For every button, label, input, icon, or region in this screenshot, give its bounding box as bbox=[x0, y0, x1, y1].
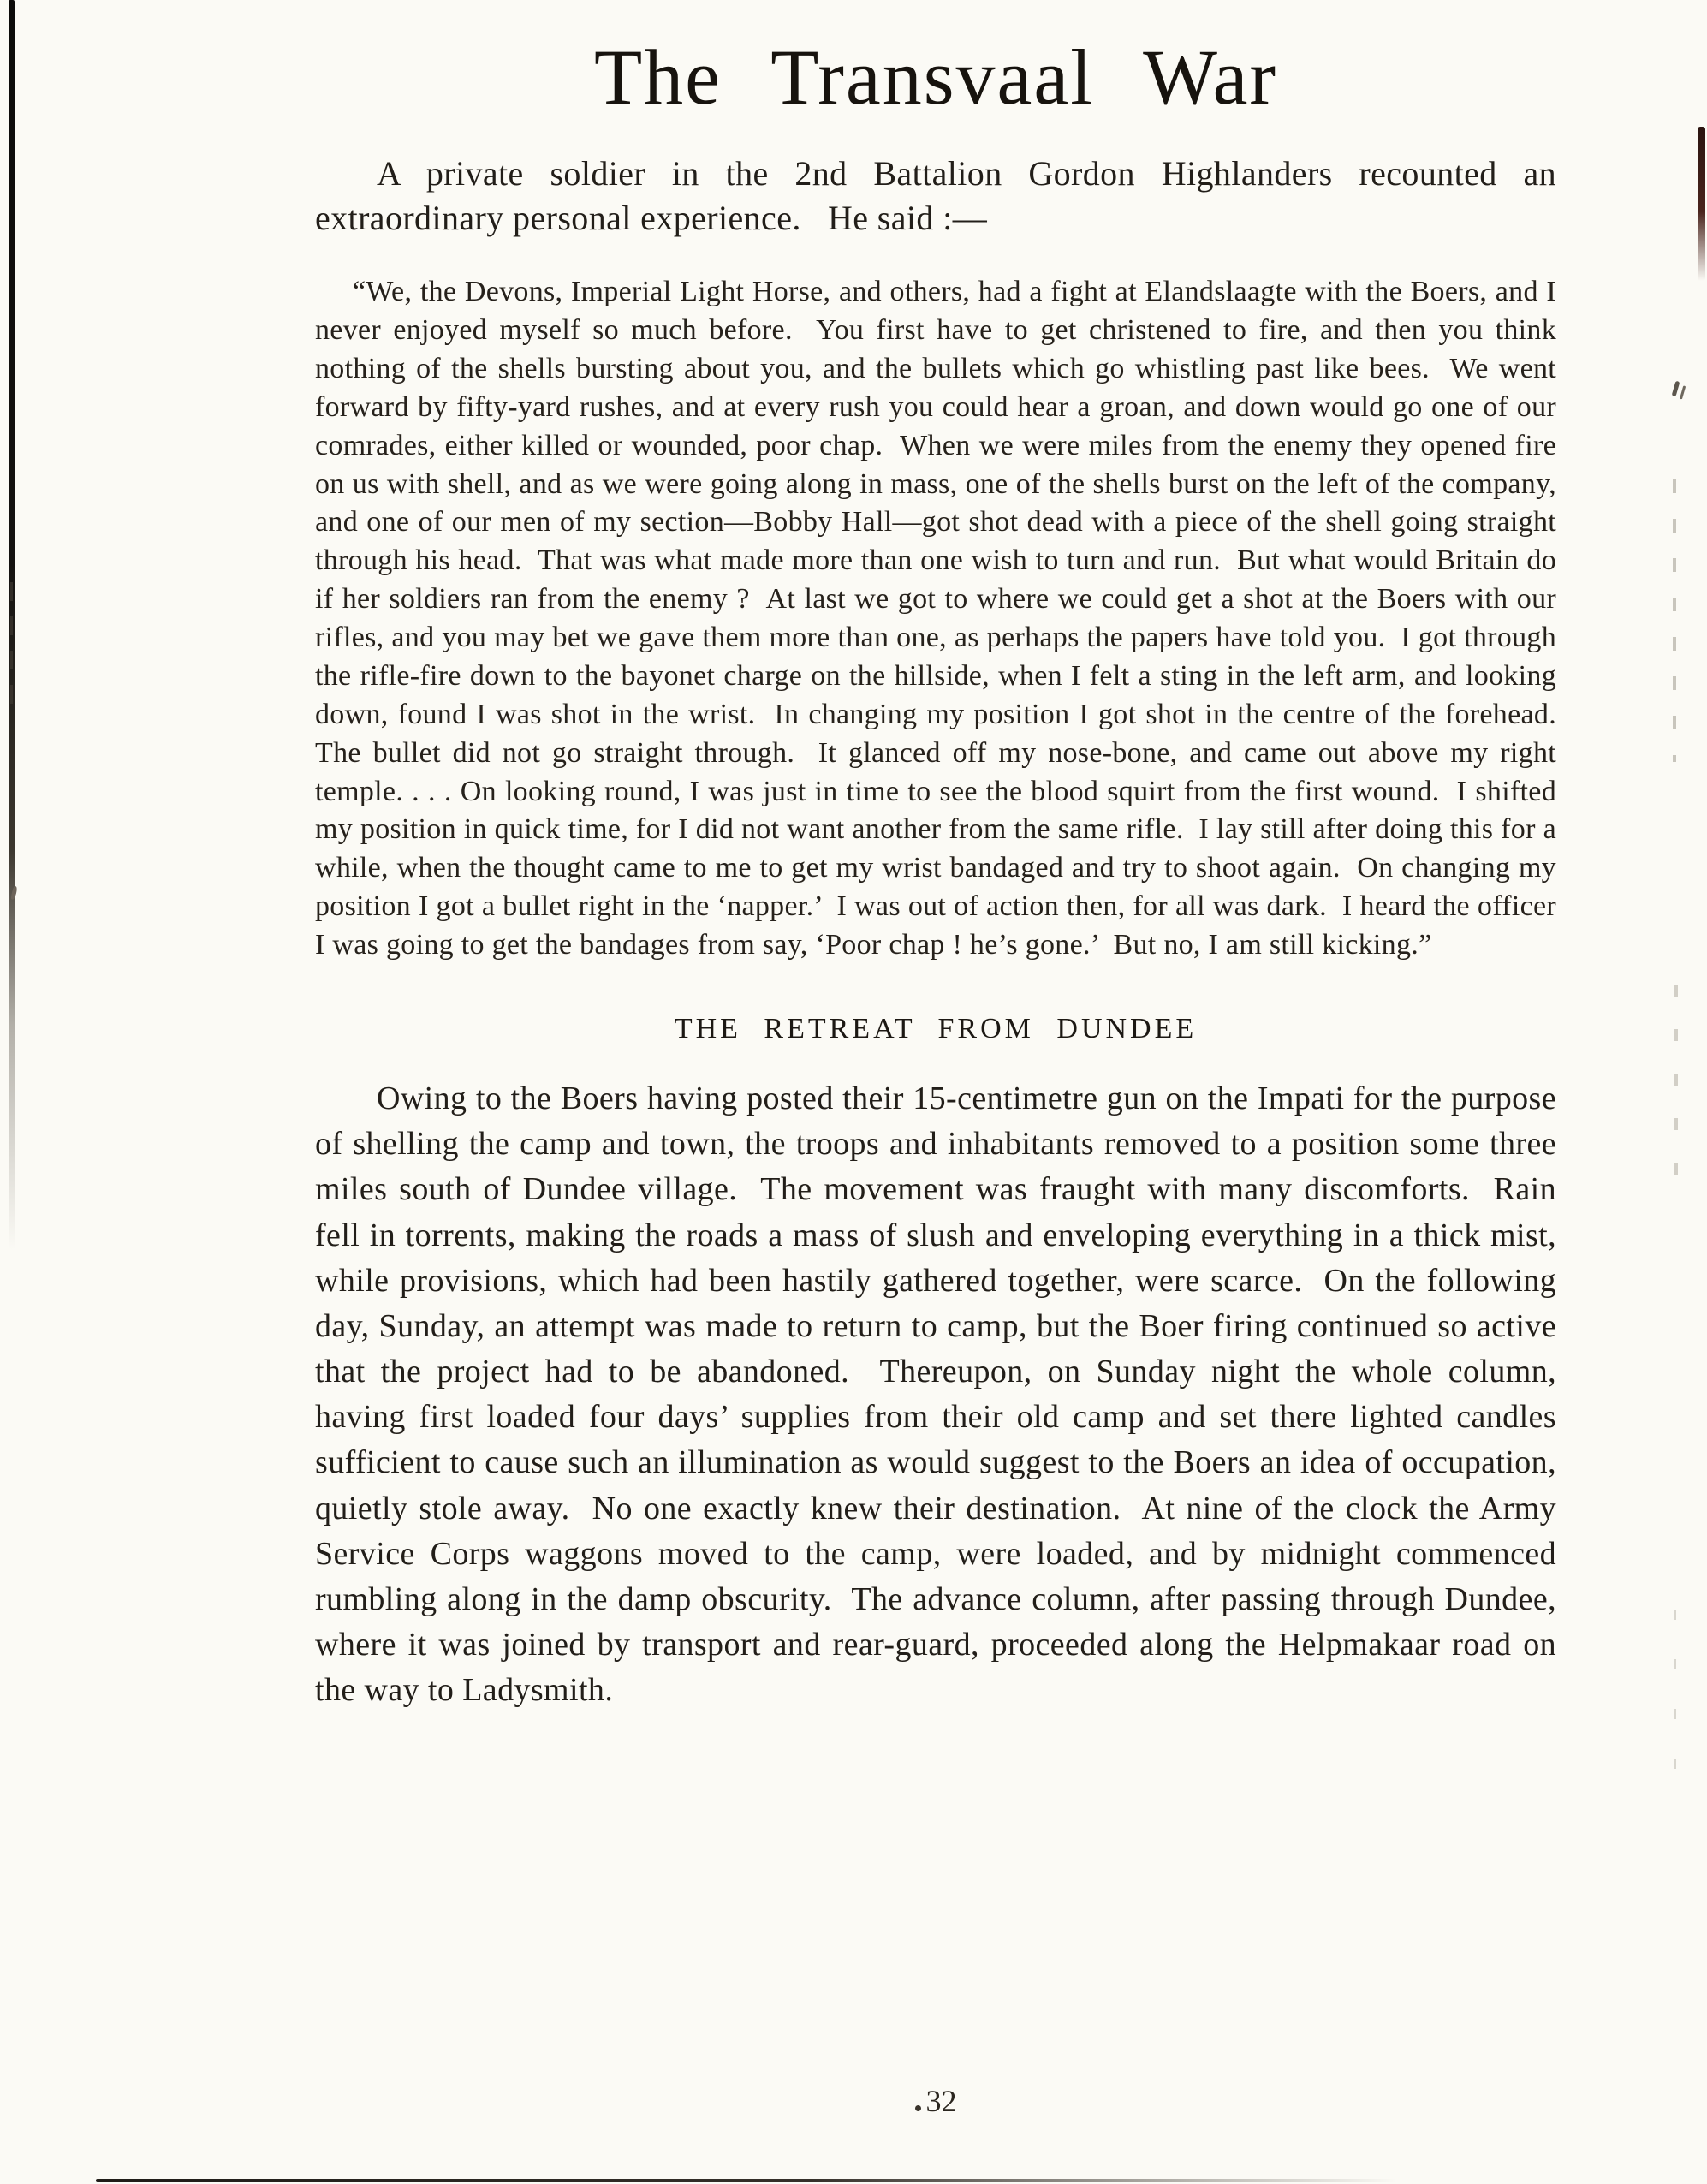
folio bbox=[315, 2083, 1556, 2119]
text-block bbox=[315, 33, 1572, 1714]
soldier-quote-paragraph: “We, the Devons, Imperial Light Horse, and others, had a fight at Elandslaagte with the Boers, and I never enjoyed myself so much before. You first have to get christened to fire, and then you think nothing of the shells bursting about you, and the bullets which go whistling past like bees. We went forward by fifty-yard rushes, and at every rush you could hear a groan, and down would go one of our comrades, either killed or wounded, poor chap. When we were miles from the enemy they opened fire on us with shell, and as we were going along in mass, one of the shells burst on the left of the company, and one of our men of my section—Bobby Hall—got shot dead with a piece of the shell going straight through his head. That was what made more than one wish to turn and run. But what would Britain do if her soldiers ran from the enemy ? At last we got to where we could get a shot at the Boers with our rifles, and you may bet we gave them more than one, as perhaps the papers have told you. I got through the rifle-fire down to the bayonet charge on the hillside, when I felt a sting in the left arm, and looking down, found I was shot in the wrist. In changing my position I got shot in the centre of the forehead. The bullet did not go straight through. It glanced off my nose-bone, and came out above my right temple. . . . On looking round, I was just in time to see the blood squirt from the first wound. I shifted my position in quick time, for I did not want another from the same rifle. I lay still after doing this for a while, when the thought came to me to get my wrist bandaged and try to shoot again. On changing my position I got a bullet right in the ‘napper.’ I was out of action then, for all was dark. I heard the officer I was going to get the bandages from say, ‘Poor chap ! he’s gone.’ But no, I am still kicking.” bbox=[315, 276, 1572, 961]
right-margin-mark-artifact bbox=[1672, 381, 1680, 397]
section-heading: THE RETREAT FROM DUNDEE bbox=[674, 1012, 1198, 1044]
page-number: 32 bbox=[925, 2084, 957, 2118]
right-margin-bleedthrough-artifact bbox=[1674, 1610, 1676, 1798]
right-margin-bleedthrough-artifact bbox=[1673, 479, 1676, 762]
retreat-paragraph: Owing to the Boers having posted their 15-centimetre gun on the Impati for the purpose of shelling the camp and town, the troops and inhabitants removed to a position some three miles south of Dundee village. The movement was fraught with many discomforts. Rain fell in torrents, making the roads a mass of slush and enveloping everything in a thick mist, while provisions, which had been hastily gathered together, were scarce. On the following day, Sunday, an attempt was made to return to camp, but the Boer firing continued so active that the project had to be abandoned. Thereupon, on Sunday night the whole column, having first loaded four days’ supplies from their old camp and set there lighted candles sufficient to cause such an illumination as would suggest to the Boers an idea of occupation, quietly stole away. No one exactly knew their destination. At nine of the clock the Army Service Corps waggons moved to the camp, were loaded, and by midnight commenced rumbling along in the damp obscurity. The advance column, after passing through Dundee, where it was joined by transport and rear-guard, proceeded along the Helpmakaar road on the way to Ladysmith. bbox=[315, 1080, 1565, 1709]
intro-paragraph: A private soldier in the 2nd Battalion Gordon Highlanders recounted an extraordinary personal experience. He said :— bbox=[315, 154, 1566, 238]
right-edge-stain-artifact bbox=[1698, 127, 1705, 281]
page-title: The Transvaal War bbox=[593, 33, 1278, 121]
left-margin-mark-artifact bbox=[10, 582, 13, 711]
left-margin-ink-speck-artifact bbox=[10, 886, 18, 901]
binding-shadow-artifact bbox=[9, 0, 15, 1250]
bottom-page-edge-artifact bbox=[96, 2179, 1397, 2182]
right-margin-bleedthrough-artifact bbox=[1674, 985, 1678, 1207]
ink-speck-artifact bbox=[915, 2105, 921, 2111]
